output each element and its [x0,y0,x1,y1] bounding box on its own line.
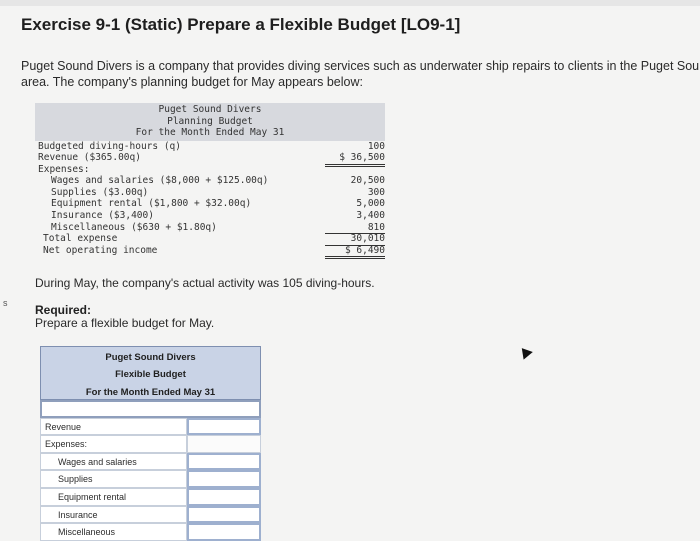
planning-row [35,187,385,199]
planning-row [35,164,385,176]
row-label-cell [40,523,187,541]
required-label: Required: [35,303,92,317]
top-border [0,0,700,6]
planning-budget-header [35,103,385,141]
planning-row-amount: 810 [325,222,385,235]
planning-row-amount: 100 [367,140,385,152]
planning-row [35,233,385,245]
flexible-budget-title: Puget Sound Divers [105,352,196,363]
required-text: Prepare a flexible budget for May. [35,316,215,330]
flexible-budget-header [40,346,261,400]
planning-row [35,222,385,234]
flexible-budget-subtitle: Flexible Budget [115,369,186,380]
insurance-input[interactable] [187,506,261,524]
insurance-label: Insurance [58,509,98,520]
row-label-cell [40,453,187,471]
flexible-budget-period: For the Month Ended May 31 [85,387,216,398]
planning-row [35,210,385,222]
revenue-label: Revenue [45,421,82,432]
row-label-cell [40,506,187,524]
planning-row-amount: 3,400 [356,210,385,222]
intro-line-2: area. The company's planning budget for May appears below: [21,75,363,89]
planning-row-label: Equipment rental ($1,800 + $32.00q) [51,198,252,210]
margin-mark: s [3,298,8,308]
row-label-cell [40,418,187,436]
planning-budget [35,103,385,256]
expenses-label: Expenses: [45,439,88,450]
planning-row [35,175,385,187]
planning-row-label: Expenses: [38,163,90,175]
miscellaneous-label: Miscellaneous [58,527,116,538]
planning-row-label: Wages and salaries ($8,000 + $125.00q) [51,175,269,187]
equipment-rental-input[interactable] [187,488,261,506]
expenses-blank-cell [187,435,261,453]
planning-row-amount: $ 36,500 [325,152,385,167]
problem-intro [21,58,700,90]
row-label-cell [40,470,187,488]
supplies-label: Supplies [58,474,93,485]
planning-row-label: Net operating income [43,244,158,256]
planning-row-label: Miscellaneous ($630 + $1.80q) [51,221,217,233]
supplies-input[interactable] [187,470,261,488]
miscellaneous-input[interactable] [187,523,261,541]
intro-line-1: Puget Sound Divers is a company that provides diving services such as underwater ship repairs to clients in the Puget Sou [21,59,700,73]
row-label-cell [40,488,187,506]
equipment-rental-label: Equipment rental [58,491,127,502]
activity-input-cell[interactable] [40,400,261,418]
planning-budget-subtitle: Planning Budget [167,115,253,127]
planning-budget-title: Puget Sound Divers [158,104,262,115]
planning-row-label: Budgeted diving-hours (q) [38,140,181,152]
planning-row [35,198,385,210]
planning-row [35,245,385,257]
revenue-input[interactable] [187,418,261,436]
wages-label: Wages and salaries [58,456,137,467]
planning-row-amount: 20,500 [350,175,385,187]
wages-input[interactable] [187,453,261,471]
planning-budget-period: For the Month Ended May 31 [135,127,285,138]
activity-text: During May, the company's actual activity was 105 diving-hours. [35,276,375,290]
planning-row-label: Total expense [43,233,118,245]
mouse-cursor-icon [517,344,533,359]
planning-row-amount: 30,010 [325,233,385,246]
planning-row-amount: $ 6,490 [325,245,385,260]
planning-row [35,141,385,153]
planning-row-label: Supplies ($3.00q) [51,186,149,198]
planning-row-label: Revenue ($365.00q) [38,152,141,164]
planning-row-amount: 300 [367,186,385,198]
planning-row-amount: 5,000 [356,198,385,210]
page-title: Exercise 9-1 (Static) Prepare a Flexible Budget [LO9-1] [21,15,461,34]
planning-row [35,152,385,164]
row-label-cell [40,435,187,453]
planning-row-label: Insurance ($3,400) [51,210,154,222]
